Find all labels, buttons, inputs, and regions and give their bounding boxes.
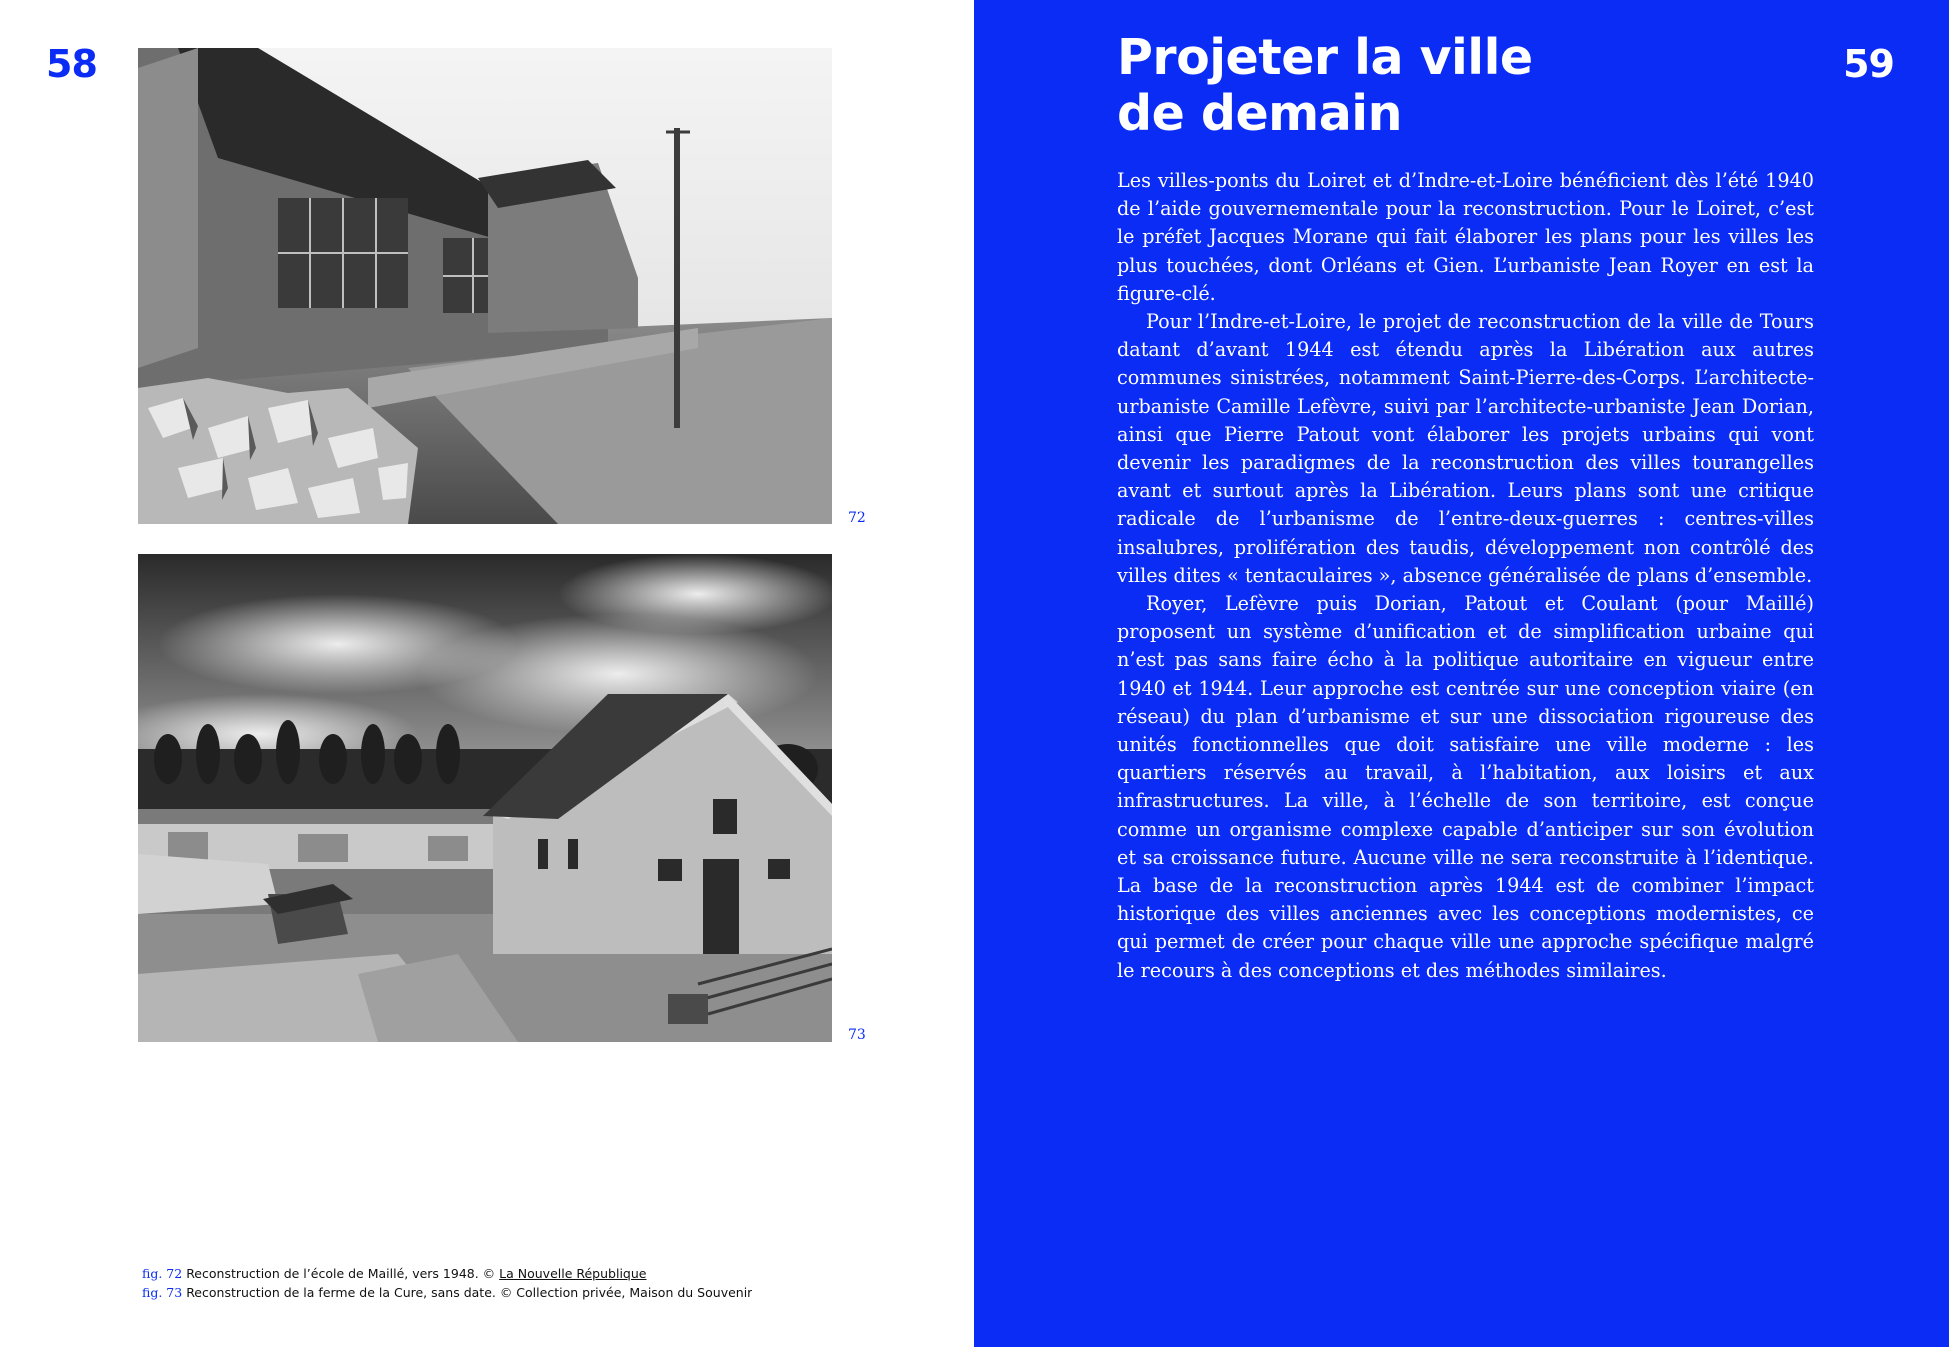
paragraph-2: Pour l’Indre-et-Loire, le projet de reconstruction de la ville de Tours datant d’avant 1944 est étendu après la Libération aux autres communes sinistrées, notamment Saint-Pierre-des-Corps. L’architecte-urbaniste Camille Lefèvre, suivi par l’architecte-urbaniste Jean Dorian, ainsi que Pierre Patout vont élaborer les projets urbains qui vont devenir les paradigmes de la reconstruction des villes tourangelles avant et surtout après la Libération. Leurs plans sont une critique radicale de l’urbanisme de l’entre-deux-guerres : centres-villes insalubres, prolifération des taudis, développement non contrôlé des villes dites « tentaculaires », absence généralisée de plans d’ensemble. — [1117, 310, 1814, 587]
figure-captions — [142, 1264, 752, 1302]
page-number-right: 59 — [1843, 42, 1894, 86]
photo-farm-cure — [138, 554, 832, 1042]
figure-number-73: 73 — [848, 1027, 866, 1043]
caption-text: Reconstruction de la ferme de la Cure, sans date. © Collection privée, Maison du Souvenir — [186, 1285, 752, 1300]
body-text — [1117, 167, 1814, 985]
paragraph-1: Les villes-ponts du Loiret et d’Indre-et-Loire bénéficient dès l’été 1940 de l’aide gouvernementale pour la reconstruction. Pour le Loiret, c’est le préfet Jacques Morane qui fait élaborer les plans pour les villes les plus touchées, dont Orléans et Gien. L’urbaniste Jean Royer en est la figure-clé. — [1117, 169, 1814, 305]
figure-number-72: 72 — [848, 510, 866, 526]
photo-school-maille — [138, 48, 832, 524]
caption-73 — [142, 1283, 752, 1302]
caption-72 — [142, 1264, 752, 1283]
caption-label: fig. 72 — [142, 1266, 183, 1281]
caption-text: Reconstruction de l’école de Maillé, vers 1948. © — [186, 1266, 500, 1281]
title-line-2: de demain — [1117, 85, 1402, 142]
left-page — [0, 0, 974, 1347]
chapter-title — [1117, 30, 1677, 142]
page-number-left: 58 — [46, 42, 97, 86]
paragraph-3: Royer, Lefèvre puis Dorian, Patout et Coulant (pour Maillé) proposent un système d’unification et de simplification urbaine qui n’est pas sans faire écho à la politique autoritaire en vigueur entre 1940 et 1944. Leur approche est centrée sur une conception viaire (en réseau) du plan d’urbanisme et sur une dissociation rigoureuse des unités fonctionnelles que doit satisfaire une ville moderne : les quartiers réservés au travail, à l’habitation, aux loisirs et aux infrastructures. La ville, à l’échelle de son territoire, est conçue comme un organisme complexe capable d’anticiper sur son évolution et sa croissance future. Aucune ville ne sera reconstruite à l’identique. La base de la reconstruction après 1944 est de combiner l’impact historique des villes anciennes avec les conceptions modernistes, ce qui permet de créer pour chaque ville une approche spécifique malgré le recours à des conceptions et des méthodes similaires. — [1117, 592, 1814, 982]
title-line-1: Projeter la ville — [1117, 29, 1533, 86]
caption-source-link: La Nouvelle République — [499, 1266, 647, 1281]
caption-label: fig. 73 — [142, 1285, 183, 1300]
